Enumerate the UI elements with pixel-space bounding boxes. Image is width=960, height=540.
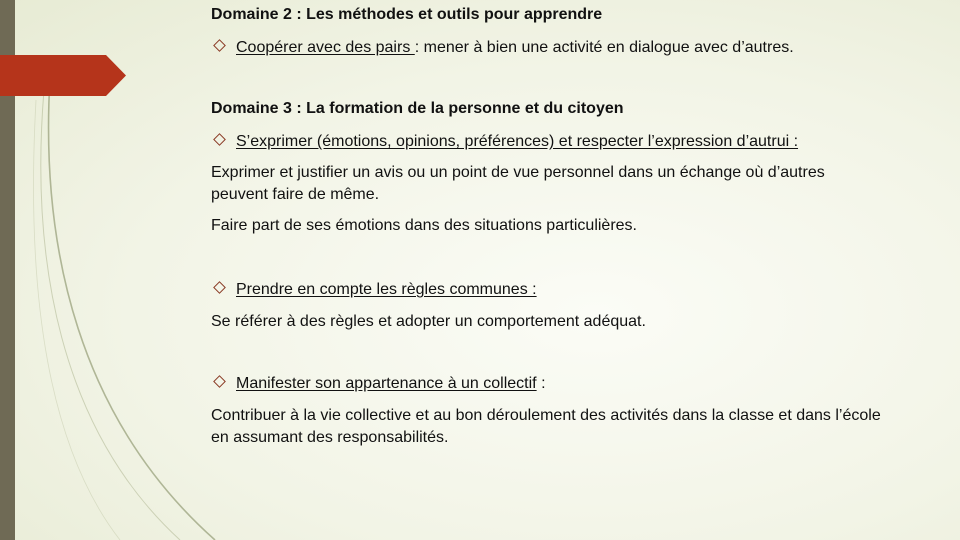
bullet-text: : mener à bien une activité en dialogue avec d’autres. [414, 39, 794, 56]
diamond-bullet-icon [213, 133, 226, 146]
diamond-bullet-icon [213, 39, 226, 52]
accent-tab [0, 55, 126, 96]
domain3-bullet-3 [211, 373, 546, 395]
domain3-heading: Domaine 3 : La formation de la personne et du citoyen [211, 100, 624, 117]
bullet-text: : [536, 375, 546, 392]
swoosh-curve-1 [49, 78, 215, 540]
domain2-bullet-1 [211, 37, 794, 59]
bullet-underlined-text: Coopérer avec des pairs [236, 39, 415, 56]
domain3-bullet-2 [211, 279, 537, 301]
domain3-paragraph-1: Exprimer et justifier un avis ou un point de vue personnel dans un échange où d’autres peuvent faire de même. [211, 164, 825, 203]
bullet-underlined-text: Prendre en compte les règles communes : [236, 281, 537, 298]
bullet-underlined-text: S’exprimer (émotions, opinions, préférences) et respecter l’expression d’autrui : [236, 133, 799, 150]
domain2-heading: Domaine 2 : Les méthodes et outils pour apprendre [211, 6, 603, 23]
domain3-paragraph-3: Se référer à des règles et adopter un comportement adéquat. [211, 313, 646, 330]
domain3-paragraph-2: Faire part de ses émotions dans des situations particulières. [211, 217, 637, 234]
diamond-bullet-icon [213, 375, 226, 388]
domain3-bullet-1 [211, 131, 798, 153]
bullet-underlined-text: Manifester son appartenance à un collectif [236, 375, 537, 392]
swoosh-curve-2 [41, 90, 180, 540]
diamond-bullet-icon [213, 281, 226, 294]
swoosh-curve-3 [34, 100, 120, 540]
domain3-paragraph-4: Contribuer à la vie collective et au bon déroulement des activités dans la classe et dans l’école en assumant des responsabilités. [211, 407, 881, 446]
